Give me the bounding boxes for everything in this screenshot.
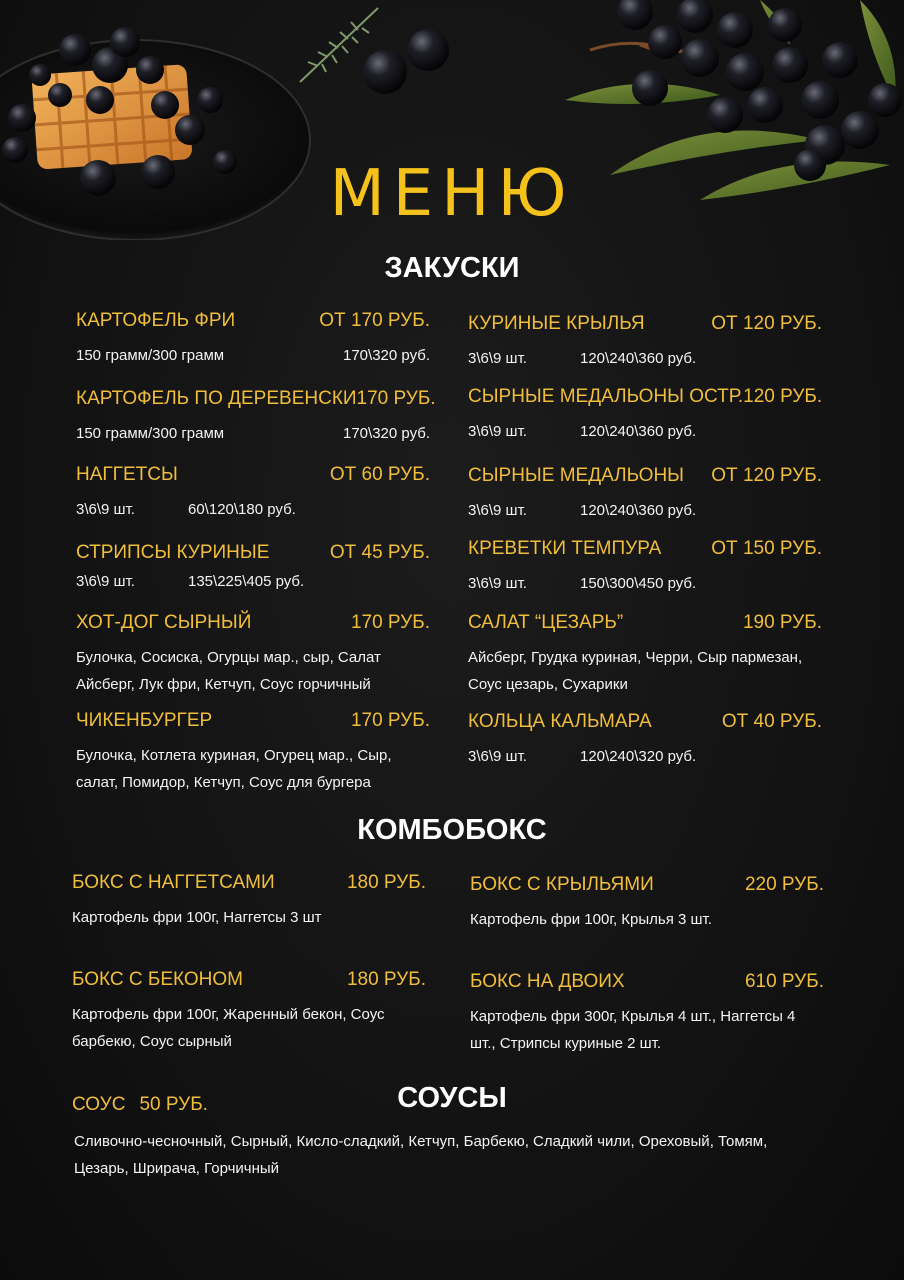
item-price: 180 РУБ. xyxy=(346,872,426,893)
item-name: КАРТОФЕЛЬ ФРИ xyxy=(76,310,236,331)
item-price: ОТ 45 РУБ. xyxy=(329,542,430,563)
item-name: КУРИНЫЕ КРЫЛЬЯ xyxy=(468,313,645,334)
item-name: БОКС С НАГГЕТСАМИ xyxy=(72,872,275,893)
menu-item-box-for-two xyxy=(470,971,824,1057)
menu-item-nuggets xyxy=(76,464,430,523)
item-qty: 3\6\9 шт. xyxy=(468,423,527,440)
menu-item-strips xyxy=(76,542,430,595)
item-price: 170 РУБ. xyxy=(350,710,430,731)
item-price: 170 РУБ. xyxy=(356,388,436,409)
section-title-sauces: СОУСЫ xyxy=(397,1082,507,1114)
item-description: Картофель фри 300г, Крылья 4 шт., Наггетсы 4 шт., Стрипсы куриные 2 шт. xyxy=(470,1008,796,1052)
menu-item-cheese-medallions xyxy=(468,465,822,524)
item-name: КАРТОФЕЛЬ ПО ДЕРЕВЕНСКИ xyxy=(76,388,357,409)
rosemary-sprig-illustration xyxy=(300,8,378,82)
item-qty-prices: 120\240\360 руб. xyxy=(580,423,697,440)
menu-item-calamari-rings xyxy=(468,711,822,770)
menu-item-hotdog xyxy=(76,612,430,698)
menu-item-box-wings xyxy=(470,874,824,933)
item-description: Булочка, Котлета куриная, Огурец мар., Сыр, салат, Помидор, Кетчуп, Соус для бургера xyxy=(76,747,392,791)
menu-item-box-nuggets xyxy=(72,872,426,931)
item-name: СОУС xyxy=(72,1094,126,1115)
item-price: ОТ 120 РУБ. xyxy=(711,465,822,486)
menu-item-box-bacon xyxy=(72,969,426,1055)
item-name: ЧИКЕНБУРГЕР xyxy=(76,710,213,731)
item-price: 50 РУБ. xyxy=(139,1094,208,1115)
item-price: 610 РУБ. xyxy=(744,971,824,992)
item-description: Картофель фри 100г, Крылья 3 шт. xyxy=(470,911,712,928)
section-title-snacks: ЗАКУСКИ xyxy=(384,252,520,284)
item-name: БОКС С БЕКОНОМ xyxy=(72,969,243,990)
item-name: КРЕВЕТКИ ТЕМПУРА xyxy=(468,538,662,559)
item-price: 190 РУБ. xyxy=(742,612,822,633)
menu-title: МЕНЮ xyxy=(329,157,575,231)
item-name: СЫРНЫЕ МЕДАЛЬОНЫ xyxy=(468,465,685,486)
item-qty-prices: 120\240\320 руб. xyxy=(580,748,697,765)
item-qty-prices: 150\300\450 руб. xyxy=(580,575,697,592)
item-qty: 3\6\9 шт. xyxy=(468,350,527,367)
menu-item-cheese-medallions-spicy xyxy=(468,386,822,445)
item-name: БОКС НА ДВОИХ xyxy=(470,971,625,992)
item-qty: 3\6\9 шт. xyxy=(468,502,527,519)
menu-item-tempura-shrimp xyxy=(468,538,822,597)
item-price: 170 РУБ. xyxy=(350,612,430,633)
item-price: ОТ 150 РУБ. xyxy=(711,538,822,559)
item-qty: 3\6\9 шт. xyxy=(468,748,527,765)
item-name: СЫРНЫЕ МЕДАЛЬОНЫ ОСТР. xyxy=(468,386,744,407)
item-portion: 150 грамм/300 грамм xyxy=(76,425,225,442)
menu-item-country-fries xyxy=(76,388,436,447)
item-qty-prices: 60\120\180 руб. xyxy=(188,501,296,518)
item-qty-prices: 120\240\360 руб. xyxy=(580,502,697,519)
item-price: ОТ 60 РУБ. xyxy=(329,464,430,485)
item-portion-prices: 170\320 руб. xyxy=(343,425,430,442)
section-title-combo: КОМБОБОКС xyxy=(357,814,547,846)
item-description: Булочка, Сосиска, Огурцы мар., сыр, Салат Айсберг, Лук фри, Кетчуп, Соус горчичный xyxy=(76,649,381,693)
item-portion: 150 грамм/300 грамм xyxy=(76,347,225,364)
menu-item-caesar-salad xyxy=(468,612,822,698)
item-price: 220 РУБ. xyxy=(744,874,824,895)
item-qty-prices: 135\225\405 руб. xyxy=(188,573,305,590)
item-qty-prices: 120\240\360 руб. xyxy=(580,350,697,367)
item-price: 120 РУБ. xyxy=(743,386,823,407)
item-description: Картофель фри 100г, Жаренный бекон, Соус барбекю, Соус сырный xyxy=(72,1006,385,1050)
item-name: СТРИПСЫ КУРИНЫЕ xyxy=(76,542,270,563)
item-price: ОТ 170 РУБ. xyxy=(319,310,430,331)
item-description: Картофель фри 100г, Наггетсы 3 шт xyxy=(72,909,322,926)
item-price: ОТ 40 РУБ. xyxy=(721,711,822,732)
menu-item-chickenburger xyxy=(76,710,430,796)
item-name: КОЛЬЦА КАЛЬМАРА xyxy=(468,711,652,732)
item-description: Айсберг, Грудка куриная, Черри, Сыр пармезан, Соус цезарь, Сухарики xyxy=(468,649,803,693)
item-name: ХОТ-ДОГ СЫРНЫЙ xyxy=(76,612,252,633)
item-price: 180 РУБ. xyxy=(346,969,426,990)
item-qty: 3\6\9 шт. xyxy=(468,575,527,592)
menu-item-fries xyxy=(76,310,430,369)
item-name: САЛАТ “ЦЕЗАРЬ” xyxy=(468,612,624,633)
item-name: НАГГЕТСЫ xyxy=(76,464,178,485)
item-portion-prices: 170\320 руб. xyxy=(343,347,430,364)
item-name: БОКС С КРЫЛЬЯМИ xyxy=(470,874,654,895)
sauce-price-line xyxy=(72,1094,208,1116)
sauce-list: Сливочно-чесночный, Сырный, Кисло-сладкий, Кетчуп, Барбекю, Сладкий чили, Ореховый, Томям, Цезарь, Шрирача, Горчичный xyxy=(74,1133,768,1177)
item-qty: 3\6\9 шт. xyxy=(76,573,135,590)
item-price: ОТ 120 РУБ. xyxy=(711,313,822,334)
menu-item-wings xyxy=(468,313,822,372)
item-qty: 3\6\9 шт. xyxy=(76,501,135,518)
